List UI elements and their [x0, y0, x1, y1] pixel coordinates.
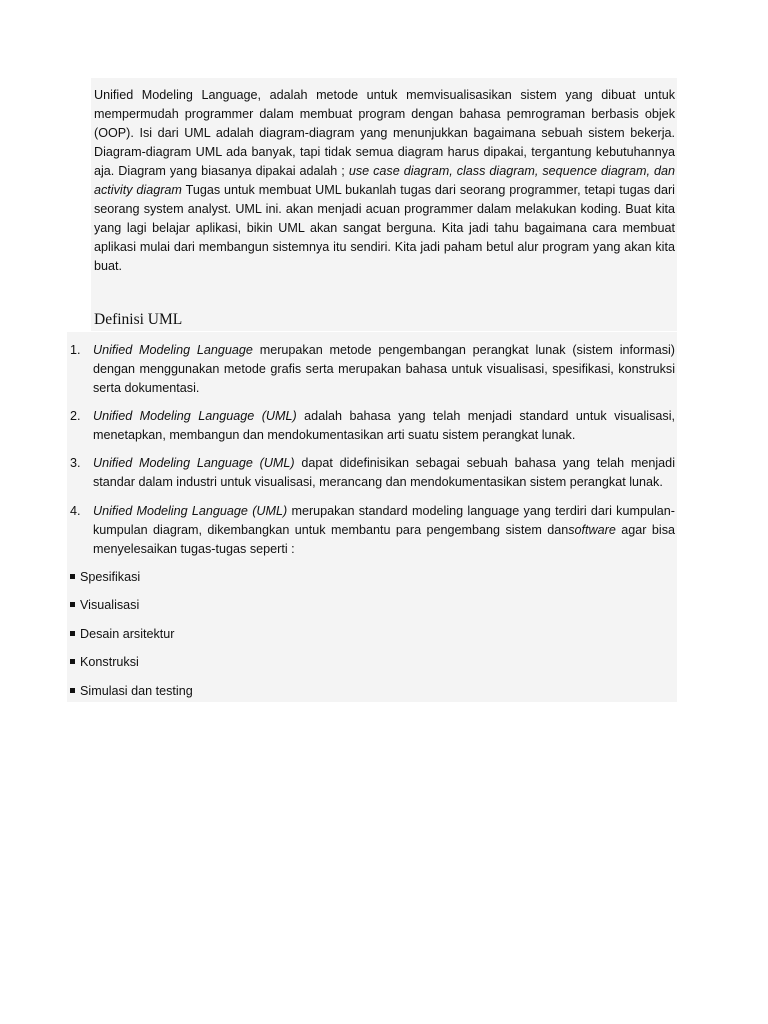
task-label: Simulasi dan testing	[80, 684, 193, 698]
term: Unified Modeling Language (UML)	[93, 456, 295, 470]
task-item	[70, 653, 139, 672]
bullet-square-icon	[70, 659, 75, 664]
term: Unified Modeling Language	[93, 343, 253, 357]
task-item	[70, 596, 139, 615]
definition-body-end: agar bisa menyelesaikan tugas-tugas seperti :	[93, 523, 675, 556]
task-item	[70, 568, 140, 587]
list-number: 3.	[70, 456, 81, 470]
intro-diagram-list: use case diagram, class diagram, sequence diagram, dan activity diagram	[94, 164, 675, 197]
task-label: Visualisasi	[80, 598, 140, 612]
task-item	[70, 625, 175, 644]
bullet-square-icon	[70, 602, 75, 607]
list-number: 4.	[70, 504, 81, 518]
definition-text	[93, 502, 675, 559]
definition-text	[93, 454, 675, 492]
definition-text	[93, 407, 675, 445]
task-label: Desain arsitektur	[80, 627, 175, 641]
definition-body: adalah bahasa yang telah menjadi standard untuk visualisasi, menetapkan, membangun dan mendokumentasikan arti suatu sistem perangkat lunak.	[93, 409, 675, 442]
intro-text-part-2: Tugas untuk membuat UML bukanlah tugas dari seorang programmer, tetapi tugas dari seorang system analyst. UML ini. akan menjadi acuan programmer dalam melakukan koding. Buat kita yang lagi belajar aplikasi, bikin UML akan sangat berguna. Kita jadi tahu bagaimana cara membuat aplikasi mulai dari membangun sistemnya itu sendiri. Kita jadi paham betul alur program yang akan kita buat.	[94, 183, 675, 273]
definition-body: dapat didefinisikan sebagai sebuah bahasa yang telah menjadi standar dalam industri untuk visualisasi, merancang dan mendokumentasikan sistem perangkat lunak.	[93, 456, 675, 489]
section-heading: Definisi UML	[94, 311, 183, 328]
term: Unified Modeling Language (UML)	[93, 504, 288, 518]
term-software: software	[568, 523, 616, 537]
bullet-square-icon	[70, 631, 75, 636]
intro-paragraph	[94, 86, 675, 276]
intro-text-part-1: Unified Modeling Language, adalah metode untuk memvisualisasikan sistem yang dibuat untuk mempermudah programmer dalam membuat program dengan bahasa pemrograman berbasis objek (OOP). Isi dari UML adalah diagram-diagram yang menunjukkan bagaimana sebuah sistem bekerja. Diagram-diagram UML ada banyak, tapi tidak semua diagram harus dipakai, tergantung kebutuhannya aja. Diagram yang biasanya dipakai adalah ;	[94, 88, 675, 178]
list-number: 1.	[70, 343, 81, 357]
bullet-square-icon	[70, 574, 75, 579]
list-number: 2.	[70, 409, 81, 423]
task-label: Konstruksi	[80, 655, 139, 669]
definition-body: merupakan metode pengembangan perangkat lunak (sistem informasi) dengan menggunakan metode grafis serta merupakan bahasa untuk visualisasi, spesifikasi, konstruksi serta dokumentasi.	[93, 343, 676, 395]
task-item	[70, 682, 193, 701]
bullet-square-icon	[70, 688, 75, 693]
definition-body: merupakan standard modeling language yang terdiri dari kumpulan-kumpulan diagram, dikembangkan untuk membantu para pengembang sistem dan	[93, 504, 675, 537]
task-label: Spesifikasi	[80, 570, 141, 584]
definition-text	[93, 341, 675, 398]
term: Unified Modeling Language (UML)	[93, 409, 297, 423]
